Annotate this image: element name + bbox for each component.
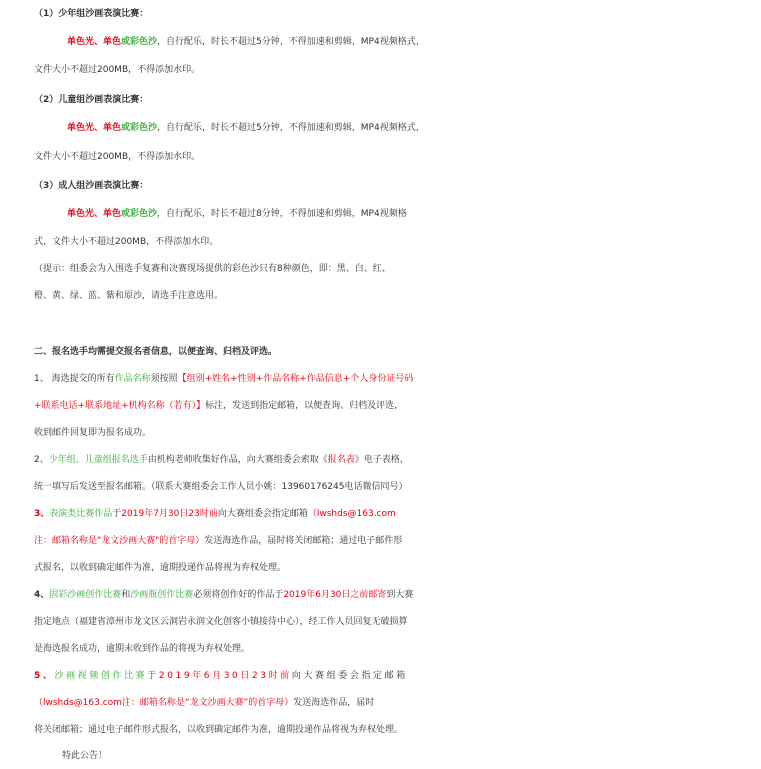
tip-line1: （提示：组委会为入围选手复赛和决赛现场提供的彩色沙只有8种颜色，即：黑、白、红、 — [34, 264, 391, 274]
p5-d: 2019年6月30日23时前 — [158, 671, 292, 681]
p3-line3: 式报名，以收到确定邮件为准，逾期投递作品将视为弃权处理。 — [34, 563, 287, 573]
p2-a: 2、 — [34, 455, 49, 465]
s2-green: 彩色沙 — [130, 123, 158, 133]
s2-or: 或 — [121, 123, 131, 133]
s2-line2: 文件大小不超过200MB，不得添加水印。 — [34, 152, 201, 162]
p2-c: 由机构老师收集好作品，向大赛组委会索取《 — [147, 455, 328, 465]
s3-line1 — [67, 201, 761, 227]
p5-a: 5、 — [34, 671, 55, 681]
p4-a: 4、 — [34, 590, 50, 600]
p2-e: 》电子表格， — [354, 455, 409, 465]
p3-c: 于 — [112, 509, 122, 519]
s3-line2: 式，文件大小不超过200MB，不得添加水印。 — [34, 237, 219, 247]
p1-line1 — [34, 366, 761, 392]
p4-e: 必须将创作好的作品于 — [193, 590, 284, 600]
p1-e: +联系电话+联系地址+机构名称（若有）】 — [34, 401, 206, 411]
p5-f: （lwshds@163.com注：邮箱名称是“龙文沙画大赛”的首字母） — [34, 698, 294, 708]
s1-line2: 文件大小不超过200MB，不得添加水印。 — [34, 65, 201, 75]
closing-notice: 特此公告！ — [62, 751, 108, 761]
p5-line3: 将关闭邮箱；通过电子邮件形式报名，以收到确定邮件为准，逾期投递作品将视为弃权处理。 — [34, 725, 404, 735]
p3-d: 2019年7月30日23时前 — [121, 509, 218, 519]
p5-g: 发送海选作品，届时 — [293, 698, 375, 708]
p3-line2 — [34, 528, 761, 554]
p4-line1 — [34, 582, 761, 608]
s2-line1 — [67, 115, 761, 141]
s3-green: 彩色沙 — [130, 209, 158, 219]
s2-red: 单色光、单色 — [67, 123, 122, 133]
p1-line2 — [34, 393, 761, 419]
s2-text: ，自行配乐，时长不超过5分钟，不得加速和剪辑，MP4视频格式， — [157, 123, 425, 133]
p3-h: 发送海选作品，届时将关闭邮箱；通过电子邮件形 — [204, 536, 403, 546]
p5-e: 向大赛组委会指定邮箱 — [291, 671, 408, 681]
p5-line2 — [34, 690, 761, 716]
p3-e: 向大赛组委会指定邮箱 — [217, 509, 308, 519]
p1-c: 须按照 — [150, 374, 178, 384]
p3-f: （lwshds@163.com — [307, 509, 396, 519]
p5-line1 — [34, 663, 761, 689]
p2-line2: 统一填写后发送至报名邮箱。（联系大赛组委会工作人员小姚：13960176245电话微信同号） — [34, 482, 408, 492]
s1-green: 彩色沙 — [130, 37, 158, 47]
p3-a: 3、 — [34, 509, 50, 519]
p4-f: 2019年6月30日之前邮寄 — [283, 590, 387, 600]
s3-heading: （3）成人组沙画表演比赛： — [34, 181, 149, 191]
s3-text: ，自行配乐，时长不超过8分钟，不得加速和剪辑，MP4视频格 — [157, 209, 407, 219]
p1-d: 【组别+姓名+性别+作品名称+作品信息+个人身份证号码 — [177, 374, 414, 384]
p1-line3: 收到邮件回复即为报名成功。 — [34, 428, 152, 438]
section-two-title: 二、报名选手均需提交报名者信息，以便查询、归档及评选。 — [34, 347, 278, 357]
p1-f: 标注，发送到指定邮箱，以便查询、归档及评选， — [205, 401, 404, 411]
p4-line2: 指定地点（福建省漳州市龙文区云洞岩永润文化创客小镇接待中心），经工作人员回复无破损算 — [34, 617, 408, 627]
p5-c: 于 — [147, 671, 159, 681]
p3-line1 — [34, 501, 761, 527]
s2-heading: （2）儿童组沙画表演比赛： — [34, 95, 149, 105]
p4-g: 到大赛 — [386, 590, 414, 600]
p4-line3: 是海选报名成功，逾期未收到作品的将视为弃权处理。 — [34, 644, 251, 654]
p3-b: 表演类比赛作品 — [49, 509, 113, 519]
p2-d: 报名表 — [327, 455, 355, 465]
p1-b: 作品名称 — [114, 374, 151, 384]
tip-line2: 橙、黄、绿、蓝、紫和原沙，请选手注意选用。 — [34, 291, 224, 301]
p5-b: 沙画视频创作比赛 — [54, 671, 148, 681]
s1-text: ，自行配乐，时长不超过5分钟，不得加速和剪辑，MP4视频格式， — [157, 37, 425, 47]
s1-line1 — [67, 29, 761, 55]
s1-or: 或 — [121, 37, 131, 47]
p3-g: 注：邮箱名称是"龙文沙画大赛"的首字母） — [34, 536, 205, 546]
p4-c: 和 — [121, 590, 131, 600]
s3-red: 单色光、单色 — [67, 209, 122, 219]
p1-a: 1、 海选提交的所有 — [34, 374, 115, 384]
p4-b: 固彩沙画创作比赛 — [49, 590, 122, 600]
p2-line1 — [34, 447, 761, 473]
p4-d: 沙画瓶创作比赛 — [130, 590, 194, 600]
p2-b: 少年组、儿童组报名选手 — [48, 455, 148, 465]
s1-heading: （1）少年组沙画表演比赛： — [34, 9, 149, 19]
s3-or: 或 — [121, 209, 131, 219]
s1-red: 单色光、单色 — [67, 37, 122, 47]
